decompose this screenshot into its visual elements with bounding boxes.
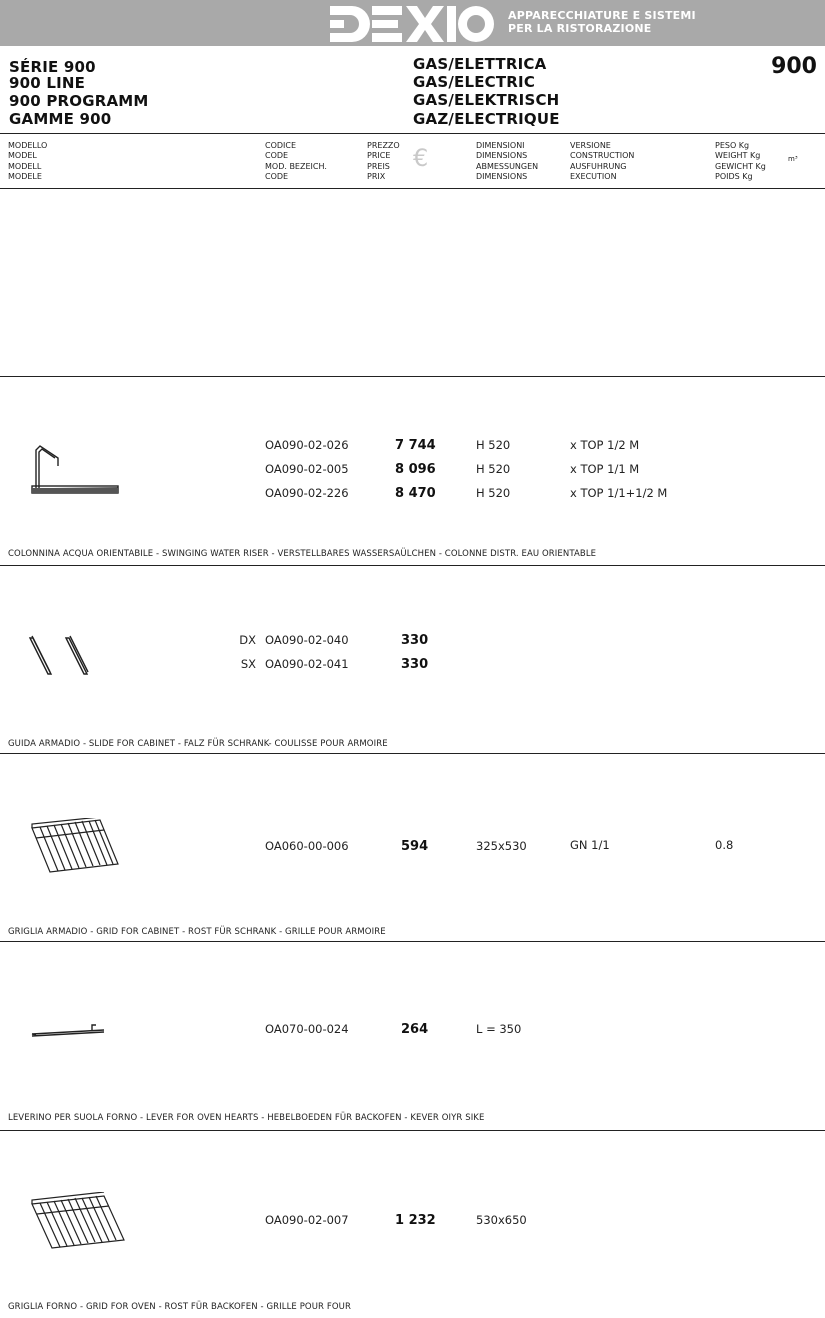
product-code: OA090-02-226 bbox=[265, 486, 349, 500]
product-dimensions: 530x650 bbox=[476, 1213, 527, 1227]
product-price: 1 232 bbox=[395, 1213, 436, 1228]
euro-icon: € bbox=[413, 144, 429, 172]
product-dimensions: H 520 bbox=[476, 438, 511, 452]
product-price: 8 470 bbox=[395, 486, 436, 501]
product-price: 330 bbox=[401, 633, 429, 648]
product-description: COLONNINA ACQUA ORIENTABILE - SWINGING WATER RISER - VERSTELLBARES WASSERSAÜLCHEN - COLONNE DISTR. EAU ORIENTABLE bbox=[8, 549, 597, 559]
product-side: SX bbox=[240, 657, 256, 671]
tagline-line-2: PER LA RISTORAZIONE bbox=[508, 22, 652, 35]
column-header-dimensions: DIMENSIONI DIMENSIONS ABMESSUNGEN DIMENSIONS bbox=[476, 141, 539, 182]
product-code: OA090-02-040 bbox=[265, 633, 349, 647]
column-header-version: VERSIONE CONSTRUCTION AUSFUHRUNG EXECUTION bbox=[570, 141, 635, 182]
series-title-fr: GAMME 900 bbox=[9, 110, 112, 128]
product-side: DX bbox=[239, 633, 256, 647]
column-header-price: PREZZO PRICE PREIS PRIX bbox=[367, 141, 400, 182]
column-header-weight: PESO Kg WEIGHT Kg GEWICHT Kg POIDS Kg bbox=[715, 141, 766, 182]
product-version: x TOP 1/2 M bbox=[570, 438, 640, 452]
product-code: OA060-00-006 bbox=[265, 839, 349, 853]
tagline-line-1: APPARECCHIATURE E SISTEMI bbox=[508, 9, 696, 22]
product-price: 7 744 bbox=[395, 438, 436, 453]
product-description: GRIGLIA FORNO - GRID FOR OVEN - ROST FÜR BACKOFEN - GRILLE POUR FOUR bbox=[8, 1302, 351, 1312]
product-description: LEVERINO PER SUOLA FORNO - LEVER FOR OVEN HEARTS - HEBELBOEDEN FÜR BACKOFEN - KEVER OIYR SIKE bbox=[8, 1113, 485, 1123]
oven-lever-icon bbox=[30, 1022, 108, 1038]
fuel-title-it: GAS/ELETTRICA bbox=[413, 55, 547, 73]
product-version: x TOP 1/1+1/2 M bbox=[570, 486, 668, 500]
product-price: 264 bbox=[401, 1022, 429, 1037]
product-code: OA070-00-024 bbox=[265, 1022, 349, 1036]
product-price: 330 bbox=[401, 657, 429, 672]
header-banner bbox=[0, 0, 825, 46]
product-dimensions: 325x530 bbox=[476, 839, 527, 853]
product-dimensions: L = 350 bbox=[476, 1022, 522, 1036]
product-code: OA090-02-007 bbox=[265, 1213, 349, 1227]
product-code: OA090-02-026 bbox=[265, 438, 349, 452]
fuel-title-en: GAS/ELECTRIC bbox=[413, 73, 536, 91]
cabinet-slide-icon bbox=[28, 634, 90, 680]
column-header-code: CODICE CODE MOD. BEZEICH. CODE bbox=[265, 141, 327, 182]
water-riser-icon bbox=[28, 444, 123, 498]
product-code: OA090-02-005 bbox=[265, 462, 349, 476]
fuel-title-fr: GAZ/ELECTRIQUE bbox=[413, 110, 560, 128]
divider bbox=[0, 188, 825, 189]
product-weight: 0.8 bbox=[715, 838, 734, 852]
divider bbox=[0, 565, 825, 566]
divider bbox=[0, 753, 825, 754]
oven-grid-icon bbox=[30, 1192, 126, 1252]
product-description: GUIDA ARMADIO - SLIDE FOR CABINET - FALZ FÜR SCHRANK- COULISSE POUR ARMOIRE bbox=[8, 739, 388, 749]
product-version: x TOP 1/1 M bbox=[570, 462, 640, 476]
column-header-volume: m³ bbox=[788, 155, 798, 163]
dexion-logo bbox=[328, 4, 496, 44]
product-description: GRIGLIA ARMADIO - GRID FOR CABINET - ROST FÜR SCHRANK - GRILLE POUR ARMOIRE bbox=[8, 927, 386, 937]
product-dimensions: H 520 bbox=[476, 462, 511, 476]
product-price: 594 bbox=[401, 839, 429, 854]
series-title-it: SÉRIE 900 bbox=[9, 58, 96, 76]
cabinet-grid-icon bbox=[30, 818, 120, 874]
divider bbox=[0, 376, 825, 377]
divider bbox=[0, 133, 825, 134]
divider bbox=[0, 941, 825, 942]
product-price: 8 096 bbox=[395, 462, 436, 477]
column-header-model: MODELLO MODEL MODELL MODELE bbox=[8, 141, 48, 182]
product-code: OA090-02-041 bbox=[265, 657, 349, 671]
divider bbox=[0, 1130, 825, 1131]
product-version: GN 1/1 bbox=[570, 838, 610, 852]
model-number: 900 bbox=[771, 54, 817, 79]
series-title-de: 900 PROGRAMM bbox=[9, 92, 149, 110]
fuel-title-de: GAS/ELEKTRISCH bbox=[413, 91, 560, 109]
series-title-en: 900 LINE bbox=[9, 74, 86, 92]
product-dimensions: H 520 bbox=[476, 486, 511, 500]
